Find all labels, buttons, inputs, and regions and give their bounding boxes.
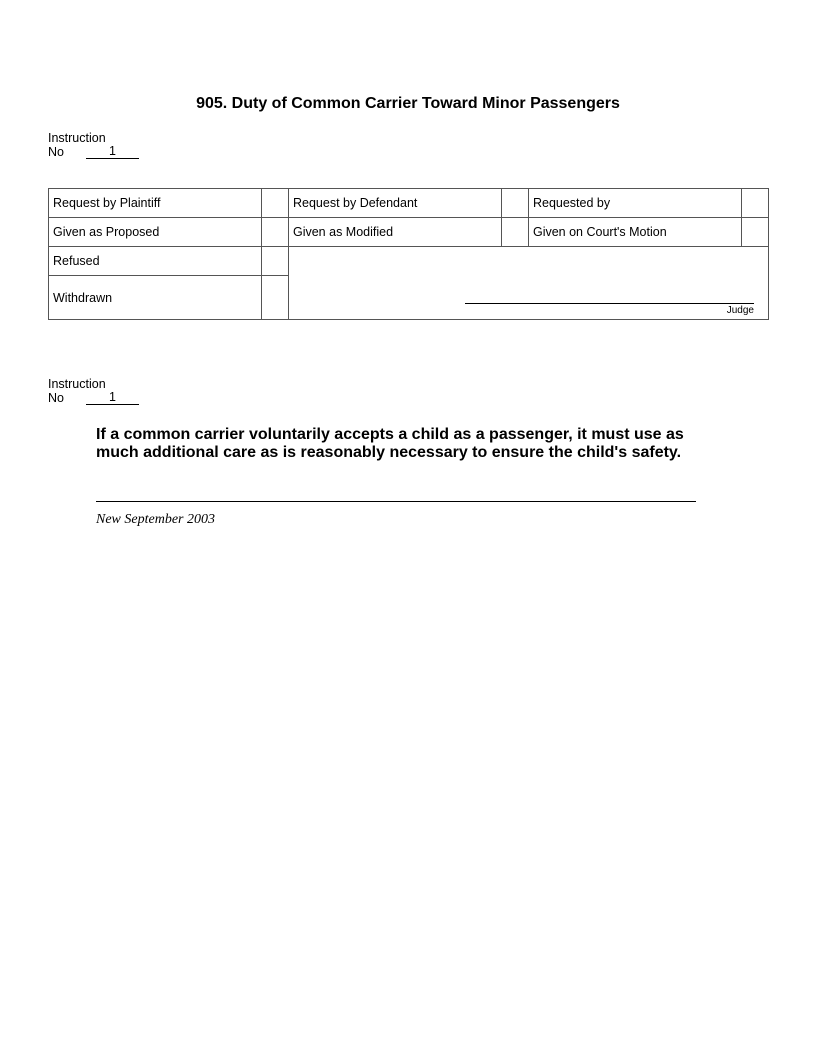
given-as-proposed-label: Given as Proposed — [49, 218, 262, 247]
page-title: 905. Duty of Common Carrier Toward Minor Passengers — [196, 95, 620, 112]
withdrawn-checkbox[interactable] — [262, 276, 289, 320]
given-as-proposed-checkbox[interactable] — [262, 218, 289, 247]
instruction-no-label: No — [48, 391, 64, 405]
divider — [96, 501, 696, 502]
given-on-courts-motion-label: Given on Court's Motion — [528, 218, 741, 247]
given-as-modified-label: Given as Modified — [288, 218, 501, 247]
request-by-plaintiff-label: Request by Plaintiff — [49, 189, 262, 218]
judge-signature-cell — [288, 247, 768, 320]
requested-by-checkbox[interactable] — [742, 189, 769, 218]
table-row — [49, 189, 769, 218]
judge-label: Judge — [726, 305, 754, 316]
instruction-no-value: 1 — [86, 391, 139, 405]
request-by-defendant-label: Request by Defendant — [288, 189, 501, 218]
request-by-defendant-checkbox[interactable] — [502, 189, 529, 218]
judge-signature-line[interactable] — [465, 303, 754, 304]
instruction-number-top — [48, 131, 139, 159]
refused-checkbox[interactable] — [262, 247, 289, 276]
table-row — [49, 218, 769, 247]
requested-by-label: Requested by — [528, 189, 741, 218]
withdrawn-label: Withdrawn — [49, 276, 262, 320]
instruction-body-text: If a common carrier voluntarily accepts a child as a passenger, it must use as much additional care as is reasonably necessary to ensure the child's safety. — [96, 426, 684, 461]
request-by-plaintiff-checkbox[interactable] — [262, 189, 289, 218]
history-note: New September 2003 — [96, 512, 215, 527]
given-as-modified-checkbox[interactable] — [502, 218, 529, 247]
refused-label: Refused — [49, 247, 262, 276]
table-row — [49, 247, 769, 276]
instruction-no-value: 1 — [86, 145, 139, 159]
disposition-table — [48, 188, 769, 320]
instruction-label: Instruction — [48, 131, 106, 145]
given-on-courts-motion-checkbox[interactable] — [742, 218, 769, 247]
instruction-no-label: No — [48, 145, 64, 159]
instruction-number-bottom — [48, 377, 139, 405]
instruction-label: Instruction — [48, 377, 106, 391]
